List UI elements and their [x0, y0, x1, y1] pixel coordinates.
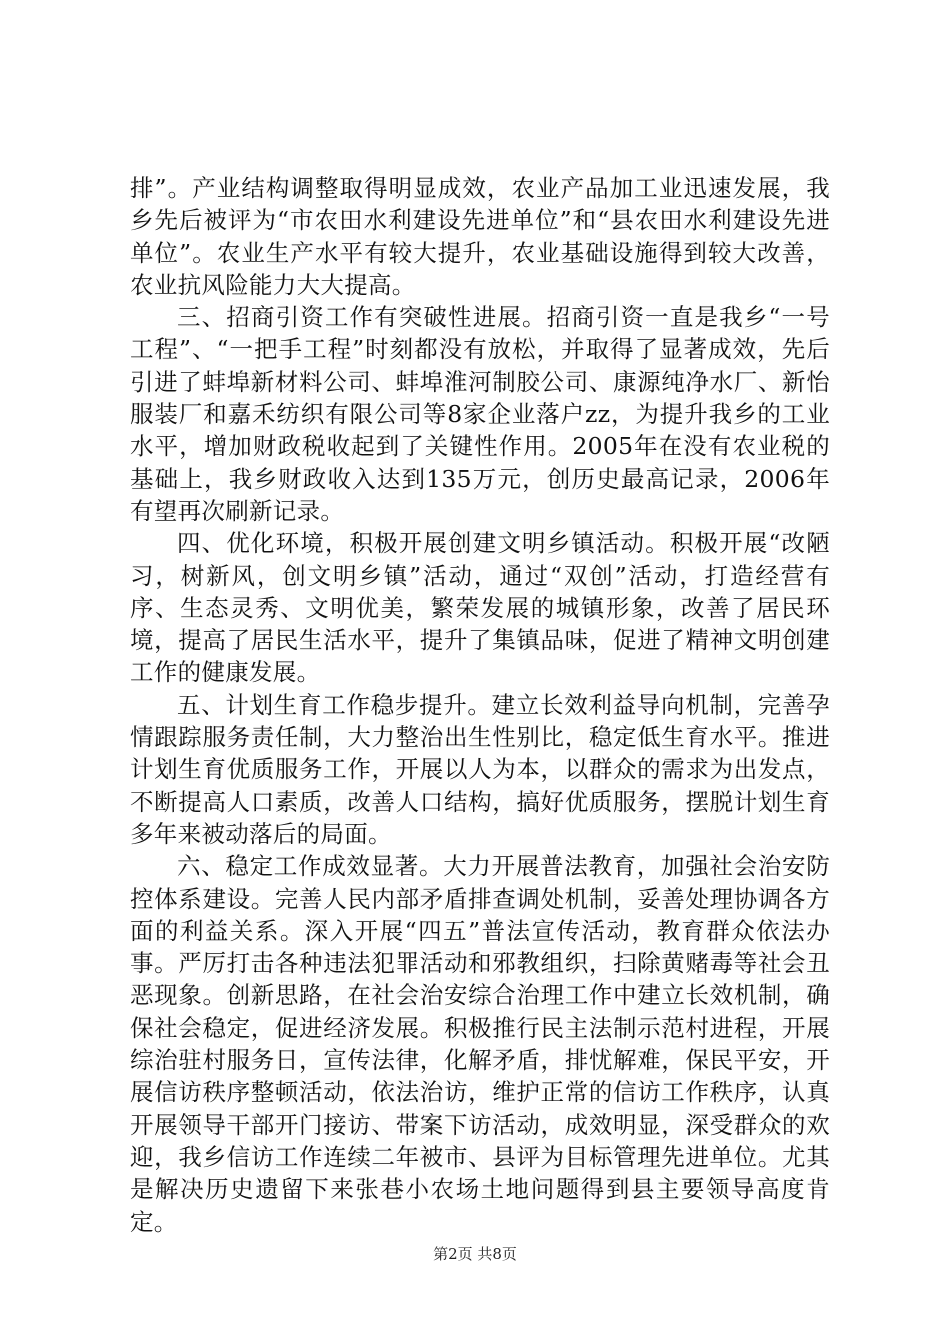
paragraph-investment: 三、招商引资工作有突破性进展。招商引资一直是我乡“一号工程”、“一把手工程”时刻都没有放松，并取得了显著成效，先后引进了蚌埠新材料公司、蚌埠淮河制胶公司、康源纯净水厂、新怡服装厂和嘉禾纺织有限公司等8家企业落户zz，为提升我乡的工业水平，增加财政税收起到了关键性作用。2005年在没有农业税的基础上，我乡财政收入达到135万元，创历史最高记录，2006年有望再次刷新记录。	[130, 303, 830, 525]
paragraph-family-planning: 五、计划生育工作稳步提升。建立长效利益导向机制，完善孕情跟踪服务责任制，大力整治出生性别比，稳定低生育水平。推进计划生育优质服务工作，开展以人为本，以群众的需求为出发点，不断提高人口素质，改善人口结构，搞好优质服务，摆脱计划生育多年来被动落后的局面。	[130, 690, 830, 848]
document-body	[130, 172, 830, 1238]
paragraph-continuation: 排”。产业结构调整取得明显成效，农业产品加工业迅速发展，我乡先后被评为“市农田水利建设先进单位”和“县农田水利建设先进单位”。农业生产水平有较大提升，农业基础设施得到较大改善，农业抗风险能力大大提高。	[130, 174, 830, 299]
paragraph-stability: 六、稳定工作成效显著。大力开展普法教育，加强社会治安防控体系建设。完善人民内部矛盾排查调处机制，妥善处理协调各方面的利益关系。深入开展“四五”普法宣传活动，教育群众依法办事。严厉打击各种违法犯罪活动和邪教组织，扫除黄赌毒等社会丑恶现象。创新思路，在社会治安综合治理工作中建立长效机制，确保社会稳定，促进经济发展。积极推行民主法制示范村进程，开展综治驻村服务日，宣传法律，化解矛盾，排忧解难，保民平安，开展信访秩序整顿活动，依法治访，维护正常的信访工作秩序，认真开展领导干部开门接访、带案下访活动，成效明显，深受群众的欢迎，我乡信访工作连续二年被市、县评为目标管理先进单位。尤其是解决历史遗留下来张巷小农场土地问题得到县主要领导高度肯定。	[130, 852, 830, 1236]
page-footer: 第2页 共8页	[433, 1245, 517, 1263]
paragraph-environment: 四、优化环境，积极开展创建文明乡镇活动。积极开展“改陋习，树新风，创文明乡镇”活动，通过“双创”活动，打造经营有序、生态灵秀、文明优美，繁荣发展的城镇形象，改善了居民环境，提高了居民生活水平，提升了集镇品味，促进了精神文明创建工作的健康发展。	[130, 529, 830, 687]
